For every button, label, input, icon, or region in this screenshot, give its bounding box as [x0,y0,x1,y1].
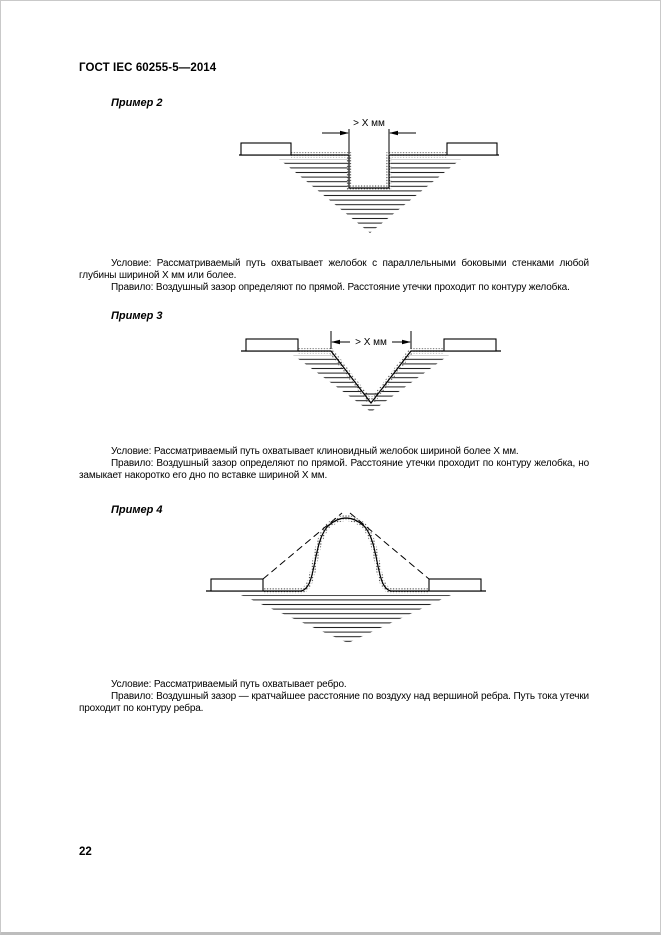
example-4-condition: Условие: Рассматриваемый путь охватывает ребро. [111,679,347,690]
page-header: ГОСТ IEC 60255-5—2014 [79,62,217,74]
groove-interior [348,156,391,189]
example-4-title: Пример 4 [111,504,163,516]
dimension-label: > X мм [353,118,385,129]
electrode-block-left [246,339,298,351]
example-3-text [79,446,589,482]
example-3-diagram [231,311,511,419]
example-4-figure [191,501,501,656]
example-2-diagram [229,115,509,243]
example-3-title: Пример 3 [111,310,163,322]
example-2-rule: Правило: Воздушный зазор определяют по прямой. Расстояние утечки проходит по контуру желобка. [111,282,570,293]
electrode-block-right [444,339,496,351]
example-3-condition: Условие: Рассматриваемый путь охватывает клиновидный желобок шириной более X мм. [111,446,519,457]
example-2-figure [229,115,509,248]
electrode-block-right [447,143,497,155]
electrode-block-right [429,579,481,591]
example-3-rule: Правило: Воздушный зазор определяют по прямой. Расстояние утечки проходит по контуру желобка, но замыкает накоротко его дно по вставке шириной X мм. [79,458,589,481]
page-number: 22 [79,846,92,858]
example-4-rule: Правило: Воздушный зазор — кратчайшее расстояние по воздуху над вершиной ребра. Путь тока утечки проходит по контуру ребра. [79,691,589,714]
example-2-title: Пример 2 [111,97,163,109]
dimension-annotation [322,129,416,154]
example-4-text [79,679,589,715]
example-3-figure [231,311,511,424]
electrode-block-left [241,143,291,155]
hatch-material [241,595,451,643]
example-2-condition: Условие: Рассматриваемый путь охватывает желобок с параллельными боковыми стенками любой глубины шириной X мм или более. [79,258,589,281]
creepage-path-band [263,518,429,591]
electrode-block-left [211,579,263,591]
air-clearance-dashed-line-right [350,513,429,579]
dimension-label: > X мм [355,337,387,348]
example-4-diagram [191,501,501,651]
example-2-text [79,258,589,294]
